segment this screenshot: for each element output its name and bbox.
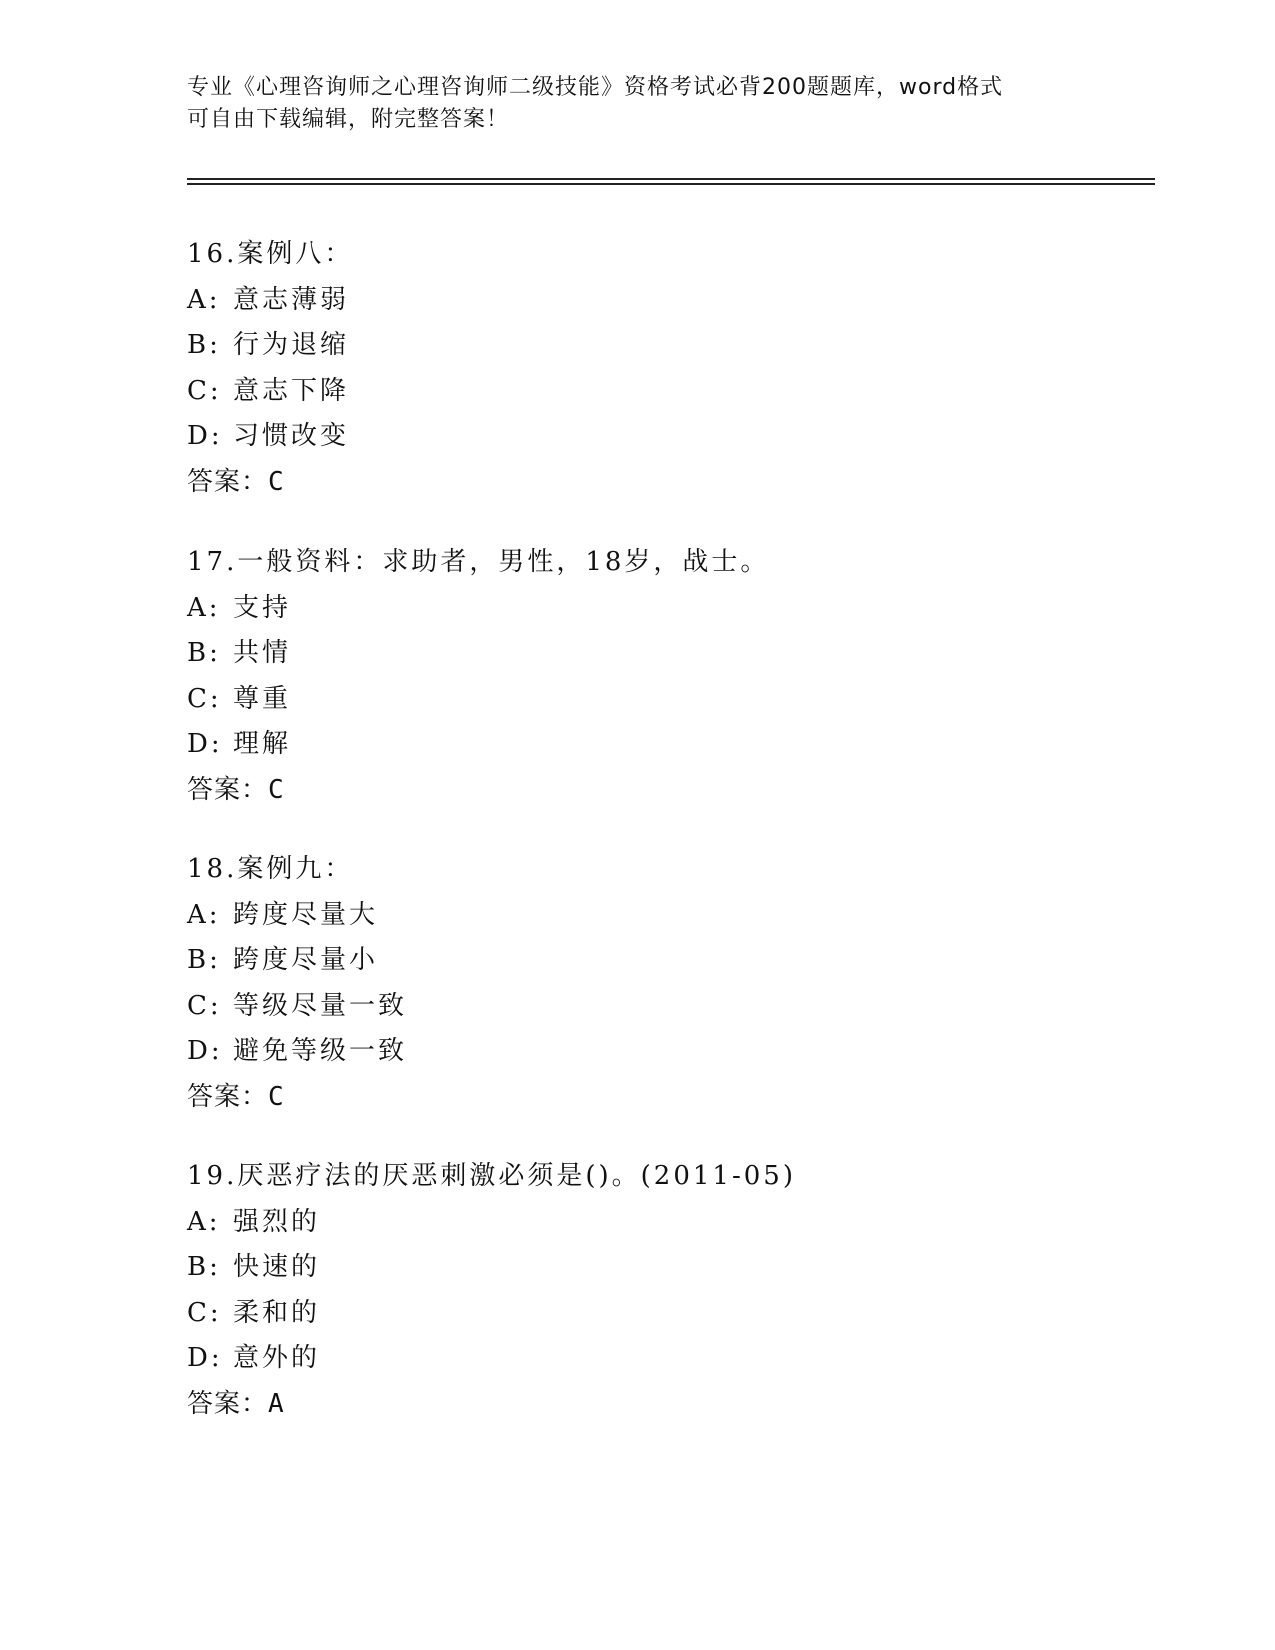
answer-line: [187, 460, 1147, 506]
option-c: [187, 1291, 1147, 1337]
question-stem: 17.一般资料：求助者，男性，18岁，战士。: [187, 547, 770, 577]
option-a: [187, 278, 1147, 324]
option-text: 理解: [233, 729, 292, 759]
option-a: [187, 1200, 1147, 1246]
answer-label: 答案：: [187, 1388, 269, 1419]
option-text: 尊重: [233, 683, 292, 714]
option-key: A:: [187, 284, 221, 315]
question-19: [187, 1154, 1147, 1427]
answer-line: [187, 768, 1147, 814]
question-stem: 16.案例八：: [187, 239, 354, 269]
option-c: [187, 677, 1147, 723]
option-text: 意外的: [233, 1343, 321, 1373]
question-16: [187, 232, 1147, 505]
option-text: 快速的: [233, 1252, 321, 1282]
option-a: [187, 893, 1147, 939]
option-key: A:: [187, 592, 221, 623]
option-key: D:: [187, 1343, 223, 1373]
option-key: D:: [187, 1036, 223, 1066]
option-text: 避免等级一致: [233, 1036, 408, 1066]
header-divider-top: [187, 178, 1155, 180]
option-key: C:: [187, 1297, 222, 1328]
question-17: [187, 540, 1147, 813]
option-key: D:: [187, 729, 223, 759]
option-text: 跨度尽量小: [233, 945, 379, 975]
answer-label: 答案：: [187, 774, 269, 805]
option-b: [187, 1245, 1147, 1291]
question-stem: 19.厌恶疗法的厌恶刺激必须是()。(2011-05): [187, 1161, 796, 1191]
option-key: A:: [187, 899, 221, 930]
option-d: [187, 414, 1147, 460]
option-b: [187, 323, 1147, 369]
option-text: 等级尽量一致: [233, 990, 408, 1021]
answer-line: [187, 1075, 1147, 1121]
answer-value: A: [268, 1388, 285, 1419]
option-a: [187, 586, 1147, 632]
question-stem: 18.案例九：: [187, 854, 354, 884]
option-text: 意志薄弱: [233, 284, 350, 315]
option-d: [187, 1029, 1147, 1075]
option-key: B:: [187, 945, 221, 975]
option-text: 习惯改变: [233, 421, 350, 451]
answer-label: 答案：: [187, 1081, 269, 1112]
header-title-line-2: 可自由下载编辑，附完整答案！: [187, 107, 510, 132]
option-text: 共情: [233, 638, 292, 668]
option-key: A:: [187, 1206, 221, 1237]
option-key: B:: [187, 638, 221, 668]
option-d: [187, 1336, 1147, 1382]
question-18: [187, 847, 1147, 1120]
option-d: [187, 722, 1147, 768]
option-text: 柔和的: [233, 1297, 321, 1328]
answer-value: C: [268, 774, 285, 805]
option-key: B:: [187, 330, 221, 360]
answer-value: C: [268, 1081, 285, 1112]
option-key: B:: [187, 1252, 221, 1282]
option-c: [187, 984, 1147, 1030]
option-text: 支持: [233, 592, 292, 623]
header-title-line-1: 专业《心理咨询师之心理咨询师二级技能》资格考试必背200题题库，word格式: [187, 75, 1004, 100]
option-text: 意志下降: [233, 375, 350, 406]
header-divider-bottom: [187, 183, 1155, 185]
answer-value: C: [268, 466, 285, 497]
option-b: [187, 938, 1147, 984]
option-b: [187, 631, 1147, 677]
option-key: C:: [187, 375, 222, 406]
option-c: [187, 369, 1147, 415]
option-key: C:: [187, 990, 222, 1021]
option-text: 行为退缩: [233, 330, 350, 360]
answer-line: [187, 1382, 1147, 1428]
option-key: D:: [187, 421, 223, 451]
document-header: [187, 72, 1087, 136]
answer-label: 答案：: [187, 466, 269, 497]
option-key: C:: [187, 683, 222, 714]
option-text: 强烈的: [233, 1206, 321, 1237]
option-text: 跨度尽量大: [233, 899, 379, 930]
